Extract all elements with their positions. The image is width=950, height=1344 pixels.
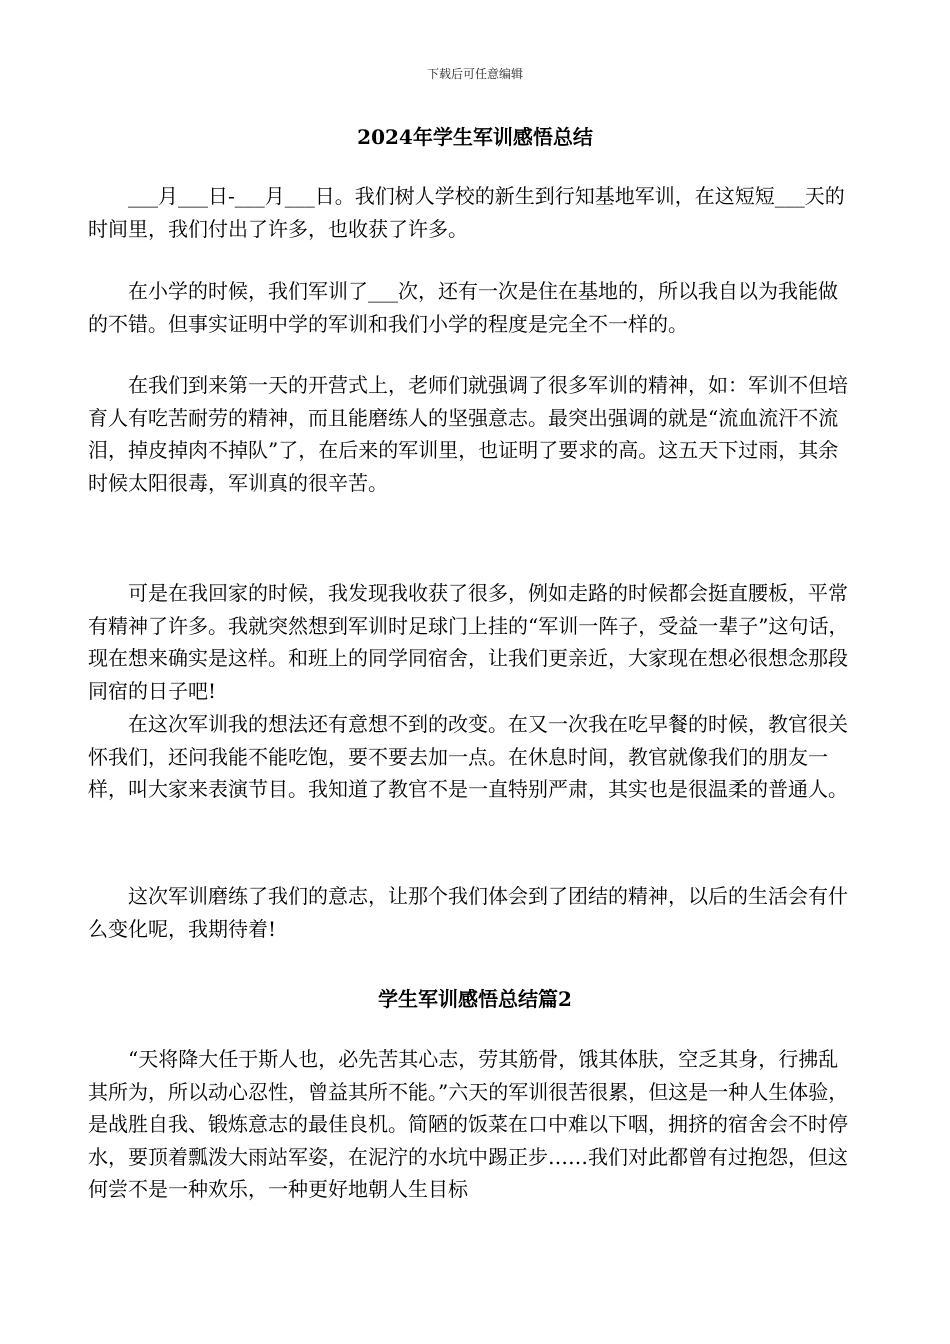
paragraph-3: 在我们到来第一天的开营式上，老师们就强调了很多军训的精神，如：军训不但培育人有吃苦耐劳的精神，而且能磨练人的坚强意志。最突出强调的就是“流血流汗不流泪，掉皮掉肉不掉队”了，在后来的军训里，也证明了要求的高。这五天下过雨，其余时候太阳很毒，军训真的很辛苦。 [88,373,848,495]
paragraph-6: 这次军训磨练了我们的意志，让那个我们体会到了团结的精神，以后的生活会有什么变化呢，我期待着! [88,884,848,941]
header-note: 下载后可任意编辑 [426,67,523,81]
section-title: 学生军训感悟总结篇2 [378,987,572,1011]
document-title: 2024年学生军训感悟总结 [357,125,593,149]
paragraph-2: 在小学的时候，我们军训了___次，还有一次是住在基地的，所以我自以为我能做的不错。但事实证明中学的军训和我们小学的程度是完全不一样的。 [88,279,838,336]
paragraph-1: ___月___日-___月___日。我们树人学校的新生到行知基地军训，在这短短___天的时间里，我们付出了许多，也收获了许多。 [88,184,845,241]
paragraph-4: 可是在我回家的时候，我发现我收获了很多，例如走路的时候都会挺直腰板，平常有精神了许多。我就突然想到军训时足球门上挂的“军训一阵子，受益一辈子”这句话，现在想来确实是这样。和班上的同学同宿舍，让我们更亲近，大家现在想必很想念那段同宿的日子吧! [88,581,849,703]
paragraph-5: 在这次军训我的想法还有意想不到的改变。在又一次我在吃早餐的时候，教官很关怀我们，还问我能不能吃饱，要不要去加一点。在休息时间，教官就像我们的朋友一样，叫大家来表演节目。我知道了教官不是一直特别严肃，其实也是很温柔的普通人。 [88,712,848,801]
paragraph-7: “天将降大任于斯人也，必先苦其心志，劳其筋骨，饿其体肤，空乏其身，行拂乱其所为，所以动心忍性，曾益其所不能。”六天的军训很苦很累，但这是一种人生体验，是战胜自我、锻炼意志的最佳良机。简陋的饭菜在口中难以下咽，拥挤的宿舍会不时停水，要顶着瓢泼大雨站军姿，在泥泞的水坑中踢正步……我们对此都曾有过抱怨，但这何尝不是一种欢乐，一种更好地朝人生目标 [88,1047,849,1201]
